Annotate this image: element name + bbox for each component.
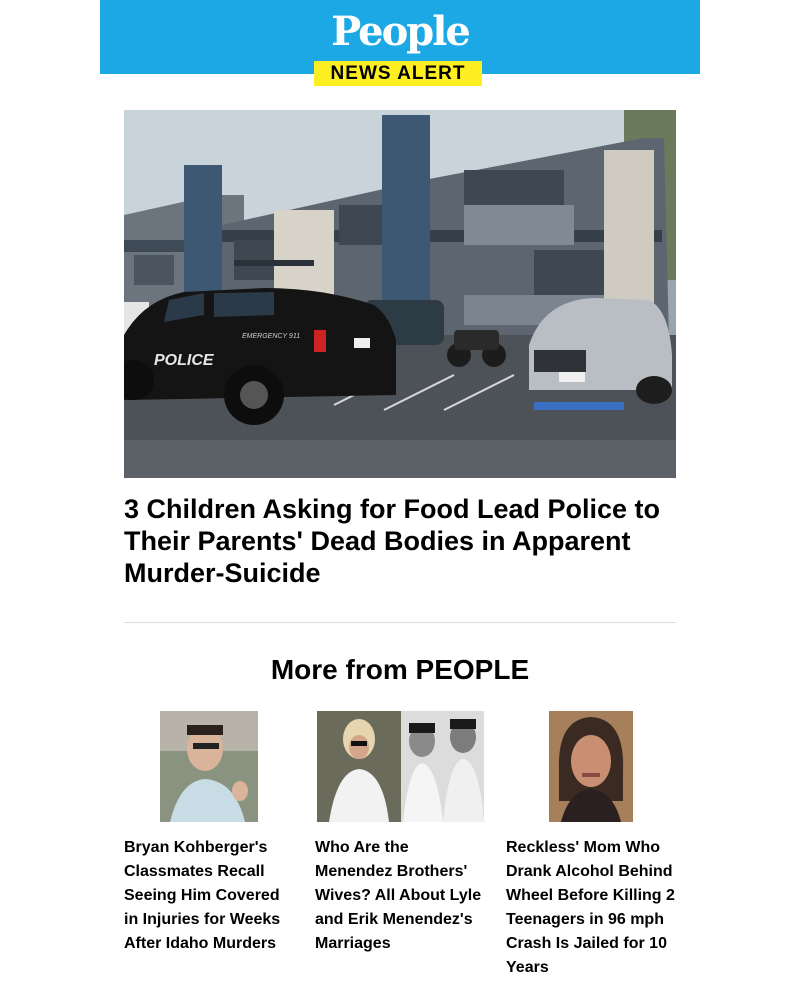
- news-alert-badge: NEWS ALERT: [314, 61, 482, 86]
- people-logo[interactable]: People: [331, 8, 469, 55]
- article-title[interactable]: Who Are the Menendez Brothers' Wives? All About Lyle and Erik Menendez's Marriages: [315, 839, 482, 952]
- article-title[interactable]: Reckless' Mom Who Drank Alcohol Behind Wheel Before Killing 2 Teenagers in 96 mph Crash Is Jailed for 10 Years: [506, 839, 675, 976]
- article-title[interactable]: Bryan Kohberger's Classmates Recall Seeing Him Covered in Injuries for Weeks After Idaho Murders: [124, 839, 281, 952]
- article-thumbnail[interactable]: [160, 711, 258, 822]
- hero-image[interactable]: [124, 110, 676, 478]
- more-from-people-heading: More from PEOPLE: [270, 654, 530, 685]
- article-thumbnail[interactable]: [549, 711, 633, 822]
- emergency-car-text: EMERGENCY 911: [242, 333, 301, 340]
- article-thumbnail[interactable]: [317, 711, 484, 822]
- article-card[interactable]: [315, 711, 485, 952]
- article-card[interactable]: [124, 711, 294, 952]
- lead-headline[interactable]: 3 Children Asking for Food Lead Police to Their Parents' Dead Bodies in Apparent Murder-Suicide: [124, 494, 661, 588]
- police-car-text: POLICE: [154, 352, 214, 369]
- section-divider: [124, 622, 676, 623]
- article-card[interactable]: [506, 711, 676, 976]
